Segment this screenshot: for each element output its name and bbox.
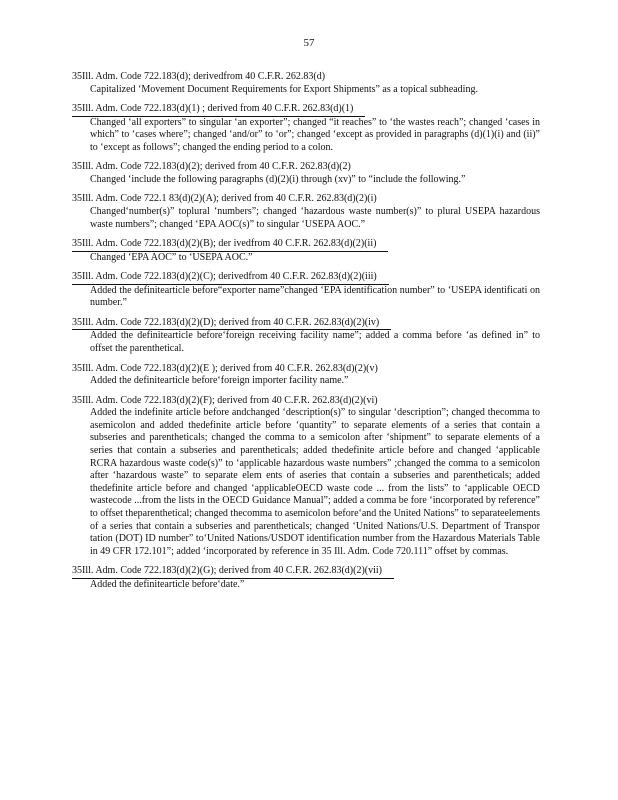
amendment-entry (72, 70, 540, 96)
entry-citation: 35Ill. Adm. Code 722.183(d); derivedfrom 40 C.F.R. 262.83(d) (72, 71, 326, 82)
entry-list (72, 70, 540, 597)
amendment-entry (72, 160, 540, 186)
entry-citation: 35Ill. Adm. Code 722.183(d)(2)(G); derived from 40 C.F.R. 262.83(d)(2)(vii) (72, 564, 394, 579)
entry-description: Changed ‘all exporters” to singular ‘an exporter”; changed “it reaches” to ‘the wastes reach”; changed ‘cases in which” to ‘cases where”; changed ‘and/or” to ‘or”; changed ‘except as provided in paragraphs (d)(1)(i) and (ii)” to ‘except as follows”; changed the ending period to a colon. (90, 116, 540, 153)
amendment-entry (72, 192, 540, 231)
entry-description: Changed ‘include the following paragraphs (d)(2)(i) through (xv)” to “include the following.” (90, 173, 466, 185)
entry-citation: 35Ill. Adm. Code 722.183(d)(2); derived from 40 C.F.R. 262.83(d)(2) (72, 161, 351, 173)
amendment-entry (72, 102, 540, 154)
amendment-entry (72, 316, 540, 356)
entry-citation: 35Ill. Adm. Code 722.183(d)(2)(D); derived from 40 C.F.R. 262.83(d)(2)(iv) (72, 316, 391, 331)
amendment-entry (72, 394, 540, 559)
entry-citation: 35Ill. Adm. Code 722.183(d)(1) ; derived from 40 C.F.R. 262.83(d)(1) (72, 102, 365, 117)
page-number: 57 (303, 37, 315, 49)
amendment-entry (72, 362, 540, 388)
entry-description: Capitalized ‘Movement Document Requirements for Export Shipments” as a topical subheading. (90, 83, 478, 95)
entry-description: Added the indefinite article before andchanged ‘description(s)” to singular ‘description”; changed thecomma to asemicolon and added thedefinite article before ‘quantity” to separate elements of a series that contain a subseries and parentheticals; changed the comma to a semicolon after ‘shipment” to separate elements of a series that contain a subseries and parentheticals; added thedefinite article before and changed ‘applicable RCRA hazardous waste code(s)” to ‘applicable hazardous waste numbers” ;changed the comma to a semicolon after ‘hazardous waste” to separate elem ents of aseries that contain a subseries and parentheticals; added thedefinite article before and changed ‘applicableOECD waste code ... from the lists” to ‘applicable OECD wastecode ...from the lists in the OECD Guidance Manual”; added a comma be fore ‘incorporated by reference” to offset theparenthetical; changed thecomma to asemicolon before‘and the United Nations” to separateelements of a series that contain a subseries and parentheticals; changed ‘United Nations/U.S. Department of Transpor tation (DOT) ID number” to‘United Nations/USDOT identification number from the Hazardous Materials Table in 49 CFR 172.101”; added ‘incorporated by reference in 35 Ill. Adm. Code 720.111” offset by commas. (90, 407, 540, 557)
entry-description: Added the definitearticle before‘foreign receiving facility name”; added a comma before ‘as defined in” to offset the parenthetical. (90, 330, 540, 355)
entry-citation: 35Ill. Adm. Code 722.183(d)(2)(B); der ivedfrom 40 C.F.R. 262.83(d)(2)(ii) (72, 237, 388, 252)
entry-citation: 35Ill. Adm. Code 722.1 83(d)(2)(A); derived from 40 C.F.R. 262.83(d)(2)(i) (72, 193, 377, 205)
amendment-entry (72, 237, 540, 264)
entry-citation: 35Ill. Adm. Code 722.183(d)(2)(C); derivedfrom 40 C.F.R. 262.83(d)(2)(iii) (72, 270, 389, 285)
entry-description: Changed ‘EPA AOC” to ‘USEPA AOC.” (90, 251, 253, 263)
entry-citation: 35Ill. Adm. Code 722.183(d)(2)(F); derived from 40 C.F.R. 262.83(d)(2)(vi) (72, 394, 378, 406)
amendment-entry (72, 270, 540, 310)
entry-citation: 35Ill. Adm. Code 722.183(d)(2)(E ); derived from 40 C.F.R. 262.83(d)(2)(v) (72, 362, 378, 374)
entry-description: Added the definitearticle before‘foreign importer facility name.” (90, 375, 349, 387)
entry-description: Added the definitearticle before‘date.” (90, 578, 245, 590)
entry-description: Changed‘number(s)” toplural ‘numbers”; changed ‘hazardous waste number(s)” to plural USEPA hazardous waste numbers”; changed ‘EPA AOC(s)” to singular ‘USEPA AOC.” (90, 205, 540, 230)
amendment-entry (72, 564, 540, 591)
entry-description: Added the definitearticle before“exporter name”changed ‘EPA identification number” to ‘USEPA identificati on number.” (90, 284, 540, 309)
